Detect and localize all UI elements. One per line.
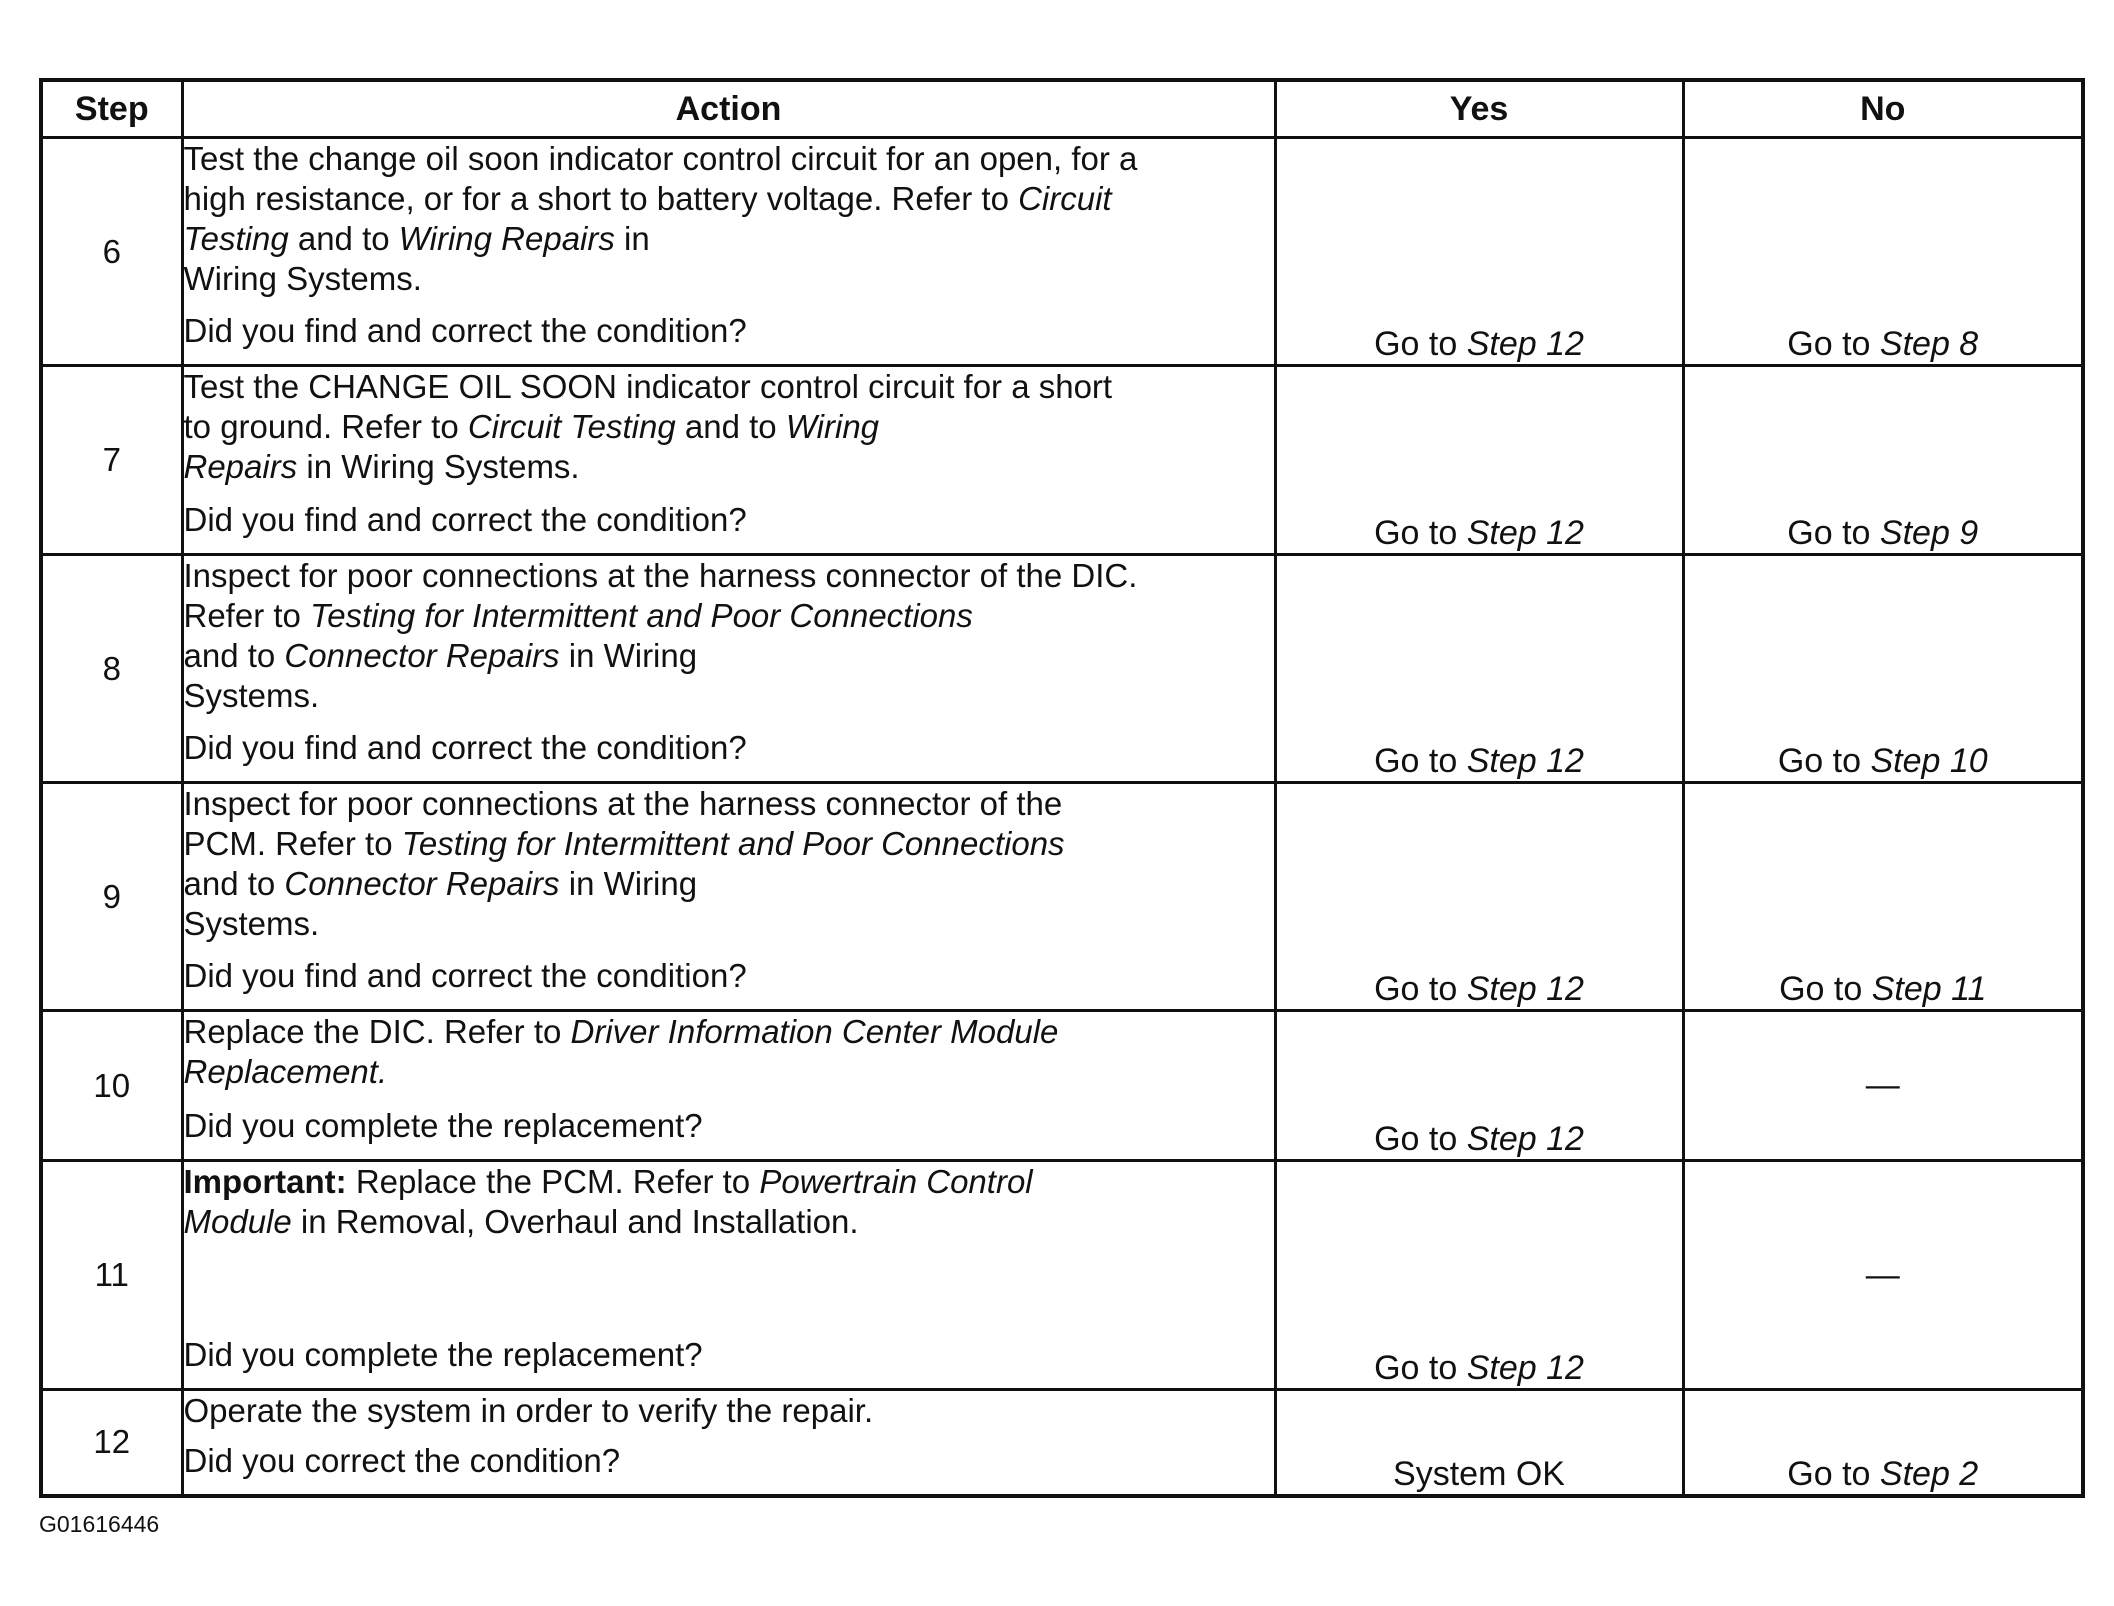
yes-result (1275, 783, 1683, 1011)
table-row (41, 555, 2083, 783)
action-cell (182, 366, 1275, 555)
go-to-text: Go to (1374, 1349, 1458, 1387)
action-cell (182, 138, 1275, 366)
step-reference: Step 12 (1466, 325, 1584, 363)
reference-text: Wiring Repairs (398, 220, 615, 257)
action-instructions (184, 1012, 1274, 1092)
no-result (1683, 783, 2083, 1011)
reference-text: Circuit (1018, 180, 1112, 217)
action-content (184, 1012, 1274, 1146)
header-step: Step (41, 80, 182, 138)
no-result (1683, 1390, 2083, 1496)
action-cell (182, 555, 1275, 783)
instruction-line (184, 139, 1274, 179)
instruction-text: Refer to (183, 597, 311, 634)
reference-text: Circuit Testing (467, 408, 676, 445)
instruction-text: in Wiring Systems. (297, 448, 580, 485)
question-text: Did you correct the condition? (183, 1442, 621, 1479)
action-cell (182, 1161, 1275, 1390)
table-row (41, 1161, 2083, 1390)
header-yes: Yes (1275, 80, 1683, 138)
action-content (184, 556, 1274, 768)
instruction-line (184, 784, 1274, 824)
reference-text: Powertrain Control (759, 1163, 1033, 1200)
go-to-text: Go to (1374, 742, 1458, 780)
reference-text: Testing for Intermittent and Poor Connections (401, 825, 1065, 862)
result-text: System OK (1393, 1454, 1565, 1493)
table-row (41, 1390, 2083, 1496)
instruction-text: Test the CHANGE OIL SOON indicator control circuit for a short (183, 368, 1113, 405)
instruction-text: Systems. (183, 677, 320, 714)
emphasis-text: Important: (183, 1163, 347, 1200)
not-applicable-dash: — (1865, 1066, 1900, 1104)
step-reference: Step 12 (1466, 742, 1584, 780)
not-applicable-dash: — (1865, 1255, 1900, 1294)
question-text: Did you complete the replacement? (183, 1336, 703, 1373)
question-text: Did you complete the replacement? (183, 1107, 703, 1144)
instruction-text: in Wiring (559, 637, 698, 674)
step-reference: Step 12 (1466, 1349, 1584, 1387)
go-to-text: Go to (1374, 1120, 1458, 1158)
instruction-text: in (614, 220, 650, 257)
step-number: 7 (41, 366, 182, 555)
instruction-line (184, 407, 1274, 447)
no-result (1683, 366, 2083, 555)
instruction-text: PCM. Refer to (183, 825, 402, 862)
reference-text: Repairs (183, 448, 298, 485)
step-number: 11 (41, 1161, 182, 1390)
action-instructions (184, 139, 1274, 299)
action-instructions (184, 1391, 1274, 1431)
header-row (41, 80, 2083, 138)
action-content (184, 1162, 1274, 1375)
go-to-text: Go to (1374, 325, 1458, 363)
instruction-text: and to (288, 220, 399, 257)
go-to-text: Go to (1374, 514, 1458, 552)
reference-text: Testing (183, 220, 289, 257)
reference-text: Replacement. (183, 1053, 388, 1090)
instruction-text: in Removal, Overhaul and Installation. (291, 1203, 859, 1240)
header-no: No (1683, 80, 2083, 138)
step-number: 6 (41, 138, 182, 366)
step-reference: Step 11 (1871, 970, 1987, 1008)
instruction-text: high resistance, or for a short to battery voltage. Refer to (183, 180, 1019, 217)
instruction-line (184, 219, 1274, 259)
no-result (1683, 1011, 2083, 1161)
reference-text: Testing for Intermittent and Poor Connections (310, 597, 973, 634)
reference-text: Wiring (785, 408, 880, 445)
action-content (184, 139, 1274, 351)
question-text: Did you find and correct the condition? (183, 729, 747, 766)
question-text: Did you find and correct the condition? (183, 501, 747, 538)
go-to-text: Go to (1787, 325, 1871, 363)
instruction-text: and to (183, 637, 285, 674)
instruction-text: in Wiring (559, 865, 698, 902)
action-cell (182, 1390, 1275, 1496)
step-number: 10 (41, 1011, 182, 1161)
action-content (184, 784, 1274, 996)
action-content (184, 367, 1274, 540)
reference-text: Connector Repairs (284, 865, 560, 902)
action-instructions (184, 367, 1274, 487)
table-body (41, 138, 2083, 1496)
yes-result (1275, 1011, 1683, 1161)
action-instructions (184, 556, 1274, 716)
instruction-text: Inspect for poor connections at the harness connector of the DIC. (183, 557, 1138, 594)
instruction-line (184, 636, 1274, 676)
instruction-line (184, 447, 1274, 487)
yes-result (1275, 1390, 1683, 1496)
table-row (41, 366, 2083, 555)
yes-result (1275, 555, 1683, 783)
instruction-line (184, 676, 1274, 716)
step-reference: Step 12 (1466, 514, 1584, 552)
table-row (41, 1011, 2083, 1161)
step-number: 9 (41, 783, 182, 1011)
go-to-text: Go to (1787, 514, 1871, 552)
table-row (41, 138, 2083, 366)
no-result (1683, 1161, 2083, 1390)
instruction-text: Replace the DIC. Refer to (183, 1013, 571, 1050)
table-row (41, 783, 2083, 1011)
action-instructions (184, 784, 1274, 944)
yes-result (1275, 366, 1683, 555)
no-result (1683, 138, 2083, 366)
step-reference: Step 2 (1879, 1454, 1979, 1493)
figure-id: G01616446 (39, 1511, 160, 1537)
instruction-line (184, 1052, 1274, 1092)
reference-text: Driver Information Center Module (570, 1013, 1059, 1050)
action-cell (182, 783, 1275, 1011)
yes-result (1275, 1161, 1683, 1390)
step-reference: Step 8 (1879, 325, 1979, 363)
instruction-text: and to (183, 865, 285, 902)
instruction-text: Test the change oil soon indicator control circuit for an open, for a (183, 140, 1138, 177)
go-to-text: Go to (1787, 1454, 1871, 1493)
instruction-text: to ground. Refer to (183, 408, 468, 445)
instruction-text: Inspect for poor connections at the harness connector of the (183, 785, 1063, 822)
question-text: Did you find and correct the condition? (183, 957, 747, 994)
step-number: 8 (41, 555, 182, 783)
go-to-text: Go to (1777, 742, 1861, 780)
step-reference: Step 12 (1466, 970, 1584, 1008)
instruction-text: Wiring Systems. (183, 260, 422, 297)
action-cell (182, 1011, 1275, 1161)
instruction-line (184, 367, 1274, 407)
header-action: Action (182, 80, 1275, 138)
instruction-line (184, 1012, 1274, 1052)
yes-result (1275, 138, 1683, 366)
go-to-text: Go to (1374, 970, 1458, 1008)
reference-text: Connector Repairs (284, 637, 560, 674)
step-reference: Step 10 (1870, 742, 1988, 780)
reference-text: Module (183, 1203, 292, 1240)
diagnostic-table (39, 78, 2085, 1498)
instruction-text: Systems. (183, 905, 320, 942)
instruction-line (184, 1391, 1274, 1431)
instruction-text: and to (675, 408, 786, 445)
no-result (1683, 555, 2083, 783)
go-to-text: Go to (1779, 970, 1863, 1008)
instruction-line (184, 864, 1274, 904)
step-reference: Step 12 (1466, 1120, 1584, 1158)
instruction-line (184, 904, 1274, 944)
action-instructions (184, 1162, 1274, 1242)
step-reference: Step 9 (1879, 514, 1979, 552)
instruction-text: Replace the PCM. Refer to (346, 1163, 760, 1200)
instruction-line (184, 259, 1274, 299)
instruction-line (184, 824, 1274, 864)
instruction-text: Operate the system in order to verify the repair. (183, 1392, 874, 1429)
instruction-line (184, 1162, 1274, 1202)
step-number: 12 (41, 1390, 182, 1496)
action-content (184, 1391, 1274, 1481)
instruction-line (184, 556, 1274, 596)
instruction-line (184, 1202, 1274, 1242)
instruction-line (184, 179, 1274, 219)
question-text: Did you find and correct the condition? (183, 312, 747, 349)
instruction-line (184, 596, 1274, 636)
